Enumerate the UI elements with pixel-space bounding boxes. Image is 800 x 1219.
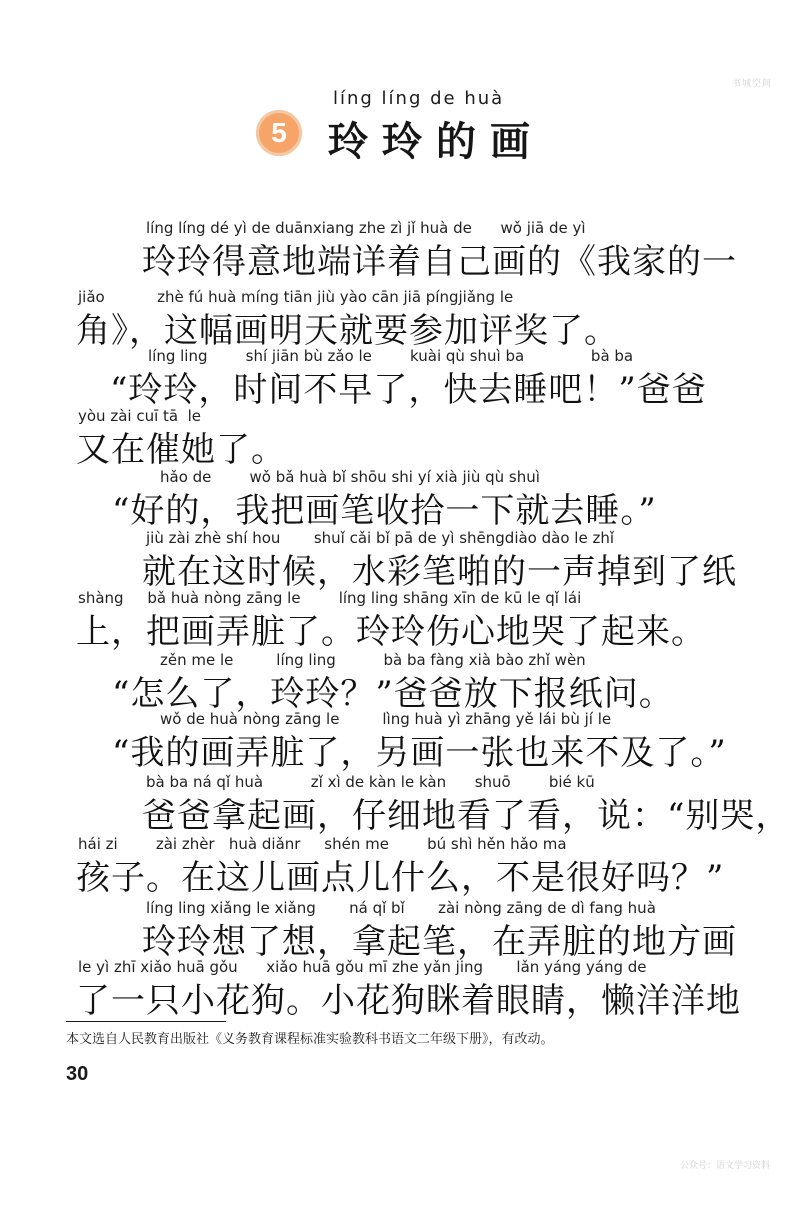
lesson-title: 玲玲的画 bbox=[328, 118, 544, 165]
lesson-number: 5 bbox=[271, 117, 287, 148]
lesson-header bbox=[0, 80, 800, 170]
line-text: 玲玲得意地端详着自己画的《我家的一 bbox=[142, 242, 737, 282]
line-text: “玲玲，时间不早了，快去睡吧！”爸爸 bbox=[110, 370, 707, 410]
line-pinyin: líng ling xiǎng le xiǎng ná qǐ bǐ zài nòng zāng de dì fang huà bbox=[146, 899, 656, 917]
line-pinyin: zěn me le líng ling bà ba fàng xià bào zhǐ wèn bbox=[160, 651, 586, 669]
line-text: “我的画弄脏了，另画一张也来不及了。” bbox=[112, 733, 727, 773]
line-text: 上，把画弄脏了。玲玲伤心地哭了起来。 bbox=[76, 612, 706, 652]
line-pinyin: hái zi zài zhèr huà diǎnr shén me bú shì hěn hǎo ma bbox=[78, 835, 567, 853]
line-pinyin: yòu zài cuī tā le bbox=[78, 407, 202, 425]
line-pinyin: wǒ de huà nòng zāng le lìng huà yì zhāng yě lái bù jí le bbox=[160, 710, 612, 728]
page-number: 30 bbox=[66, 1063, 89, 1085]
line-text: 爸爸拿起画，仔细地看了看，说：“别哭， bbox=[142, 796, 791, 836]
text-line bbox=[0, 956, 800, 1031]
line-pinyin: líng ling shí jiān bù zǎo le kuài qù shuì ba bà ba bbox=[148, 347, 634, 365]
line-pinyin: jiù zài zhè shí hou shuǐ cǎi bǐ pā de yì shēngdiào dào le zhǐ bbox=[146, 529, 614, 547]
text-line bbox=[0, 217, 800, 292]
line-pinyin: jiǎo zhè fú huà míng tiān jiù yào cān jiā píngjiǎng le bbox=[78, 288, 514, 306]
line-text: 孩子。在这儿画点儿什么，不是很好吗？” bbox=[76, 858, 725, 898]
line-text: 角》，这幅画明天就要参加评奖了。 bbox=[76, 311, 619, 351]
footnote-divider bbox=[66, 1021, 226, 1022]
line-text: 又在催她了。 bbox=[76, 430, 286, 470]
line-text: “怎么了，玲玲？”爸爸放下报纸问。 bbox=[112, 674, 674, 714]
bottom-watermark: 公众号：语文学习资料 bbox=[679, 1161, 770, 1171]
line-pinyin: hǎo de wǒ bǎ huà bǐ shōu shi yí xià jiù qù shuì bbox=[160, 468, 540, 486]
footnote: 本文选自人民教育出版社《义务教育课程标准实验教科书语文二年级下册》，有改动。 bbox=[66, 1032, 554, 1047]
line-text: “好的，我把画笔收拾一下就去睡。” bbox=[112, 491, 657, 531]
title-pinyin: líng líng de huà bbox=[333, 88, 505, 109]
lesson-number-badge bbox=[256, 110, 302, 156]
line-text: 玲玲想了想，拿起笔，在弄脏的地方画 bbox=[142, 922, 737, 962]
line-pinyin: líng líng dé yì de duānxiang zhe zì jǐ huà de wǒ jiā de yì bbox=[146, 219, 586, 237]
line-pinyin: le yì zhī xiǎo huā gǒu xiǎo huā gǒu mī zhe yǎn jing lǎn yáng yáng de bbox=[78, 958, 647, 976]
corner-watermark: 书城空间 bbox=[731, 79, 772, 89]
line-pinyin: bà ba ná qǐ huà zǐ xì de kàn le kàn shuō bié kū bbox=[146, 773, 595, 791]
line-text: 就在这时候，水彩笔啪的一声掉到了纸 bbox=[142, 552, 737, 592]
line-text: 了一只小花狗。小花狗眯着眼睛，懒洋洋地 bbox=[76, 981, 741, 1021]
line-pinyin: shàng bǎ huà nòng zāng le líng ling shāng xīn de kū le qǐ lái bbox=[78, 589, 582, 607]
